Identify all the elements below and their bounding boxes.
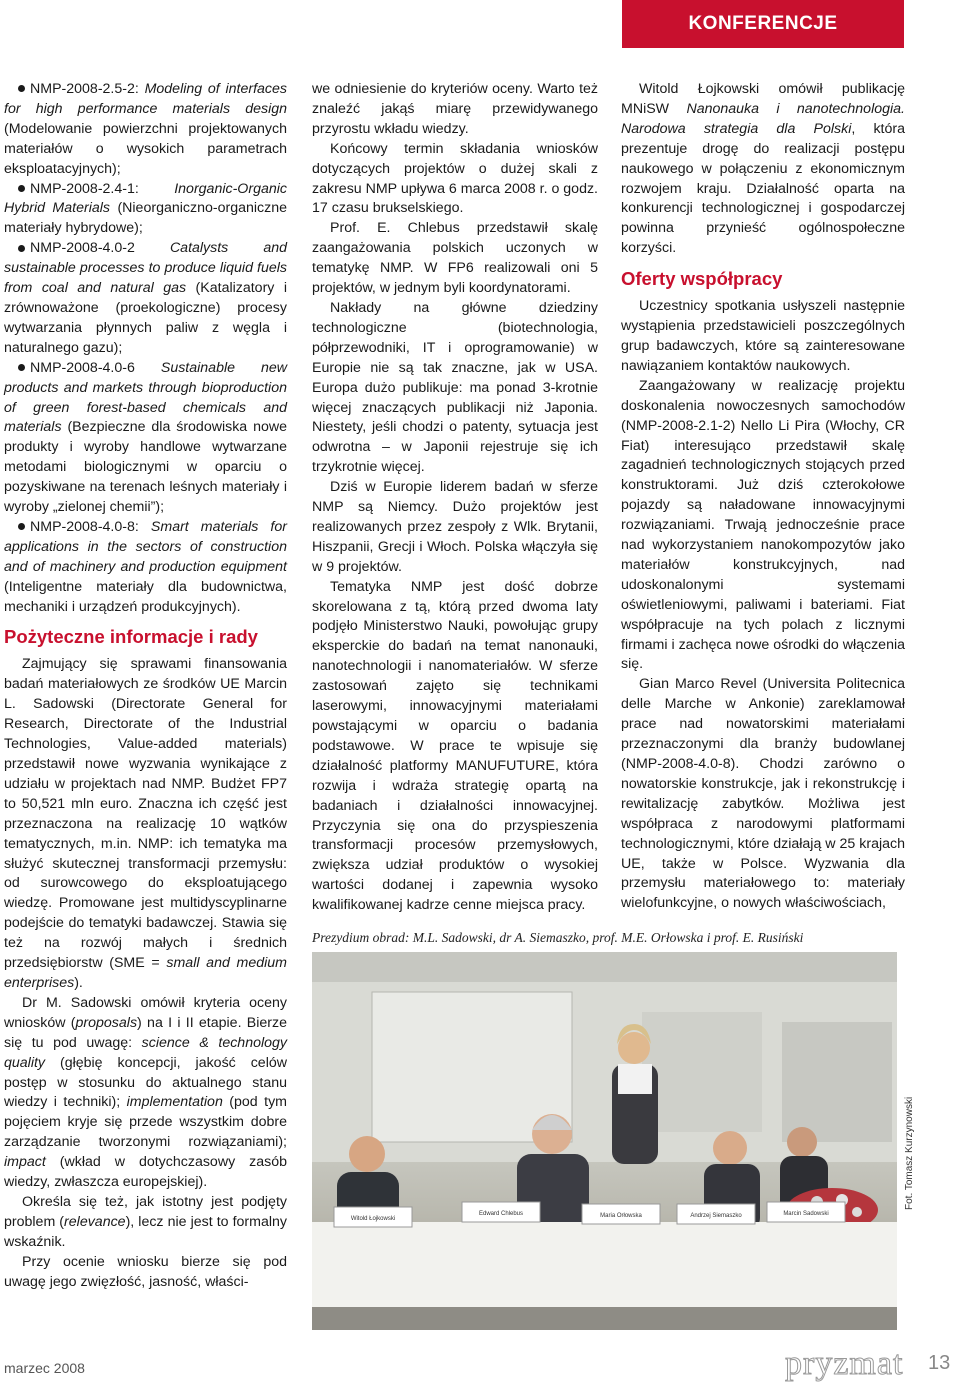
section-tag: KONFERENCJE [622,0,904,48]
photo-credit: Fot. Tomasz Kurzynowski [904,1096,915,1210]
conference-photo-illustration [312,952,897,1330]
conference-photo [312,952,897,1330]
paragraph: Tematyka NMP jest dość dobrze skorelowana z tą, którą przed dwoma laty podjęło Ministerstwo Nauki, powołując grupy eksperckie do badań na temat nanonauki, nanotechnologii i nanomateriałów. W sferze zastosowań zajęto się technikami laserowymi, innowacyjnymi materiałami powstającymi w oparciu o badania podstawowe. W prace te wpisuje się działalność platformy MANUFUTURE, która rozwija i wdraża strategię opartą na badaniach i działalności innowacyjnej. Przyczynia się ona do przyspieszenia transformacji procesów przemysłowych, zwiększa udział produktów o wysokiej wartości dodanej i zapewnia wysoko kwalifikowanej kadrze cenne miejsca pracy. [312,578,598,914]
svg-text:Witold Łojkowski: Witold Łojkowski [350,1216,396,1222]
ceiling [312,952,897,982]
svg-text:Marcin Sadowski: Marcin Sadowski [783,1211,829,1217]
nameplate [462,1202,540,1222]
wall-panel [642,1012,762,1132]
table [312,1222,897,1312]
nameplate [582,1204,660,1224]
section-heading: Pożyteczne informacje i rady [4,626,258,648]
list-item: NMP-2008-4.0-2 Catalysts and sustainable processes to produce liquid fuels from coal and natural gas (Katalizatory i zrównoważone (proekologiczne) procesy wytwarzania płynnych paliw z węgla i naturalnego gazu); [4,240,287,356]
svg-text:Edward Chlebus: Edward Chlebus [478,1211,524,1217]
magazine-logo: pryzmat [785,1345,904,1382]
bullet-icon [18,245,25,252]
nameplate [334,1207,412,1227]
bullet-icon [18,85,25,92]
bullet-icon [18,364,25,371]
paragraph: Prof. E. Chlebus przedstawił skalę zaangażowania polskich uczonych w tematykę NMP. W FP6 realizowali oni 5 projektów, w jednym byli koordynatorami. [312,220,598,297]
paragraph: Gian Marco Revel (Universita Politecnica delle Marche w Ankonie) zareklamował prace nad nowatorskimi materiałami przeznaczonymi dla branży budowlanej (NMP-2008-4.0-8). Chodzi zarówno o nowatorskie konstrukcje, jak i rekonstrukcję i rewitalizację zabytków. Możliwa jest współpraca z narodowymi platformami technologicznymi, które działają w 25 krajach UE, także w Polsce. Wyzwania dla przemysłu materiałowego to: materiały wielofunkcyjne, o nowych właściwościach, [621,676,905,912]
paragraph: Końcowy termin składania wniosków dotyczących projektów o dużej skali z zakresu NMP upływa 6 marca 2008 r. o godz. 17 czasu brukselskiego. [312,140,598,217]
column-3 [621,80,905,914]
wall-panel [782,1022,892,1142]
paragraph: we odniesienie do kryteriów oceny. Warto też znaleźć jakąś miarę przewidywanego przyrostu wkładu wiedzy. [312,81,598,137]
column-1 [4,80,287,1292]
list-item: NMP-2008-2.5-2: Modeling of interfaces for high performance materials design (Modelowanie powierzchni projektowanych materiałów o wysokich parametrach eksploatacyjnych); [4,81,287,177]
paragraph: Przy ocenie wniosku bierze się pod uwagę jego zwięzłość, jasność, właści- [4,1253,287,1290]
page-number: 13 [928,1352,951,1374]
section-heading: Oferty współpracy [621,268,783,290]
issue-date: marzec 2008 [4,1360,85,1376]
paragraph: Zaangażowany w realizację projektu doskonalenia nowoczesnych samochodów (NMP-2008-2.1-2) Nello Li Pira (Włochy, CR Fiat) interesująco przedstawił skalę zagadnień technologicznych stojących przed konstruktorami. Już dziś czterokołowe pojazdy są naładowane innowacyjnymi rozwiązaniami. Trwają jednocześnie prace nad wykorzystaniem nanokompozytów jako materiałów konstrukcyjnych, nad udoskonalonymi systemami oświetleniowymi, paliwami i bateriami. Fiat współpracuje na tych polach z licznymi firmami i zachęca nowe ośrodki do włączenia się. [621,377,905,673]
bullet-icon [18,523,25,530]
list-item: NMP-2008-4.0-6 Sustainable new products and markets through bioproduction of green forest-based chemicals and materials (Bezpieczne dla środowiska nowe produkty i wyroby handlowe wytwarzane metodami biologicznymi w oparciu o pozyskiwane na terenach leśnych materiały i wyroby „zielonej chemii”); [4,359,287,516]
column-2 [312,80,598,916]
nameplate [677,1204,755,1224]
floor [312,1307,897,1330]
svg-text:Andrzej Siemaszko: Andrzej Siemaszko [690,1213,742,1219]
paragraph: Witold Łojkowski omówił publikację MNiSW Nanonauka i nanotechnologia. Narodowa strategia dla Polski, która prezentuje drogę do realizacji postępu naukowego w połączeniu z ekonomicznym rozwojem kraju. Działalność oparta na konkurencji technologicznej i gospodarczej powinna przynieść ogólnospołeczne korzyści. [621,81,905,257]
paragraph: Uczestnicy spotkania usłyszeli następnie wystąpienia przedstawicieli poszczególnych grup badawczych, które są zainteresowane nawiązaniem kontaktów naukowych. [621,298,905,374]
paragraph: Dziś w Europie liderem badań w sferze NMP są Niemcy. Dużo projektów jest realizowanych przez zespoły z Wlk. Brytanii, Hiszpanii, Grecji i Włoch. Polska włączyła się w 9 projektów. [312,479,598,575]
photo-caption: Prezydium obrad: M.L. Sadowski, dr A. Siemaszko, prof. M.E. Orłowska i prof. E. Rusiński [312,930,804,945]
paragraph: Nakłady na główne dziedziny technologiczne (biotechnologia, półprzewodniki, IT i oprogramowanie) w Europie nie są tak znaczne, jak w USA. Europa dużo publikuje: ma ponad 3-krotnie więcej znaczących publikacji niż Japonia. Niestety, jeśli chodzi o patenty, sytuacja jest odwrotna – w Japonii rejestruje się ich trzykrotnie więcej. [312,299,598,476]
paragraph: Dr M. Sadowski omówił kryteria oceny wniosków (proposals) na I i II etapie. Bierze się tu pod uwagę: science & technology quality (głębię koncepcji, jakość celów postęp w stosunku do aktualnego stanu wiedzy i techniki); implementation (pod tym pojęciem kryje się przede wszystkim dobre zarządzanie tworzonymi rozwiązaniami); impact (wkład w dotychczasowy zasób wiedzy, zwłaszcza europejskiej). [4,994,288,1191]
svg-text:Maria Orłowska: Maria Orłowska [600,1213,642,1219]
list-item: NMP-2008-4.0-8: Smart materials for applications in the sectors of construction and of machinery and production equipment (Inteligentne materiały dla budownictwa, mechaniki i urządzeń produkcyjnych). [4,518,287,615]
paragraph: Określa się też, jak istotny jest podjęty problem (relevance), lecz nie jest to formalny wskaźnik. [4,1193,287,1250]
list-item: NMP-2008-2.4-1: Inorganic-Organic Hybrid Materials (Nieorganiczno-organiczne materiały hybrydowe); [4,180,287,237]
paragraph: Zajmujący się sprawami finansowania badań materiałowych ze środków UE Marcin L. Sadowski (Directorate General for Research, Directorate of the Industrial Technologies, Value-added materials) przedstawił nowe wyzwania wynikające z udziału w projektach nad NMP. Budżet FP7 to 50,521 mln euro. Znaczna ich część jest przeznaczona na realizację 10 wątków tematycznych, m.in. NMP: ich tematyka ma służyć skutecznej transformacji przemysłu: od surowcowego do eksploatującego wiedzę. Promowane jest multidyscyplinarne podejście do tematyki badawczej. Stawia się też na rozwój małych i średnich przedsiębiorstw (SME = small and medium enterprises). [4,656,287,991]
nameplate [767,1202,845,1222]
bullet-icon [18,185,25,192]
